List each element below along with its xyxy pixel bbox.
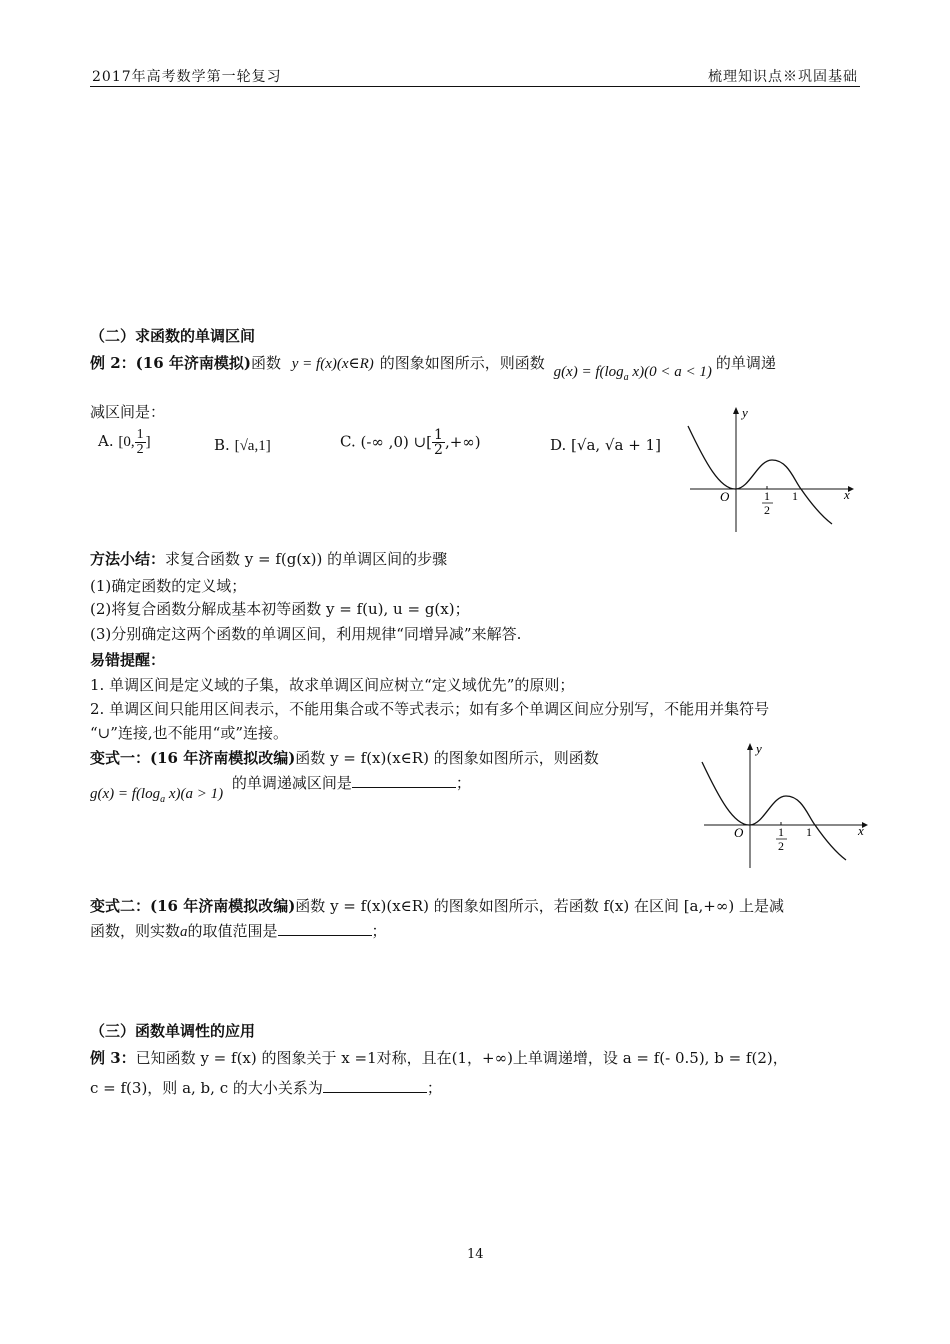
example3-text3: ；: [426, 1079, 442, 1097]
x-axis-label: x: [858, 823, 864, 838]
method-title-text: 求复合函数 y = f(g(x)) 的单调区间的步骤: [165, 550, 448, 568]
variant2-text2: 函数，则实数: [90, 922, 181, 940]
variant1-text1: 函数 y = f(x)(x∈R) 的图象如图所示，则函数: [295, 749, 599, 767]
option-c-value: (-∞ ,0) ∪[ $\frac{1}{2}$ ,+∞): [360, 427, 481, 458]
method-title-line: [90, 548, 447, 569]
example2-text3: 的单调递: [715, 354, 776, 372]
variant2-var-a: a: [180, 924, 188, 940]
variant2-line1: [90, 895, 784, 916]
example3-answer-blank[interactable]: [323, 1078, 427, 1093]
half-num-label: 1: [778, 825, 784, 839]
variant2-text1: 函数 y = f(x)(x∈R) 的图象如图所示，若函数 f(x) 在区间 [a,+∞) 上是减: [295, 897, 784, 915]
example2-text4: 减区间是：: [90, 403, 166, 421]
variant1-label: 变式一：(16 年济南模拟改编): [90, 749, 296, 767]
warning-item2b: “∪”连接,也不能用“或”连接。: [90, 724, 289, 742]
variant1-line2: [90, 772, 471, 805]
warning-item2a: 2. 单调区间只能用区间表示，不能用集合或不等式表示；如有多个单调区间应分别写，不能用并集符号: [90, 700, 770, 718]
function-graph-2: [694, 738, 874, 873]
example3-line1: [90, 1047, 788, 1068]
variant2-line2: [90, 920, 387, 941]
one-label: 1: [792, 489, 798, 503]
option-d[interactable]: [550, 436, 661, 454]
method-step2: (2)将复合函数分解成基本初等函数 y = f(u), u = g(x)；: [90, 600, 470, 618]
example2-label: 例 2：(16 年济南模拟): [90, 354, 251, 372]
function-graph-1: [680, 402, 860, 537]
example3-text1: 已知函数 y = f(x) 的图象关于 x =1对称，且在(1，+∞)上单调递增，设 a = f(- 0.5), b = f(2)，: [135, 1049, 788, 1067]
example2-line1: [90, 352, 776, 383]
one-label: 1: [806, 825, 812, 839]
option-c-label: C.: [340, 432, 356, 451]
option-b[interactable]: [214, 436, 271, 455]
example2-text1: 函数: [250, 354, 281, 372]
warning-title: 易错提醒：: [90, 651, 166, 669]
page-number: 14: [467, 1247, 484, 1262]
half-num-label: 1: [764, 489, 770, 503]
header-rule: [90, 86, 860, 87]
header-right: 梳理知识点※巩固基础: [708, 69, 858, 85]
section2-title: （二）求函数的单调区间: [90, 327, 256, 345]
variant2-text3: 的取值范围是: [187, 922, 278, 940]
example3-line2: [90, 1077, 442, 1098]
variant1-text2: 的单调递减区间是: [231, 774, 352, 792]
example3-text2: c = f(3)，则 a, b, c 的大小关系为: [90, 1079, 323, 1097]
origin-label: O: [720, 489, 730, 504]
y-axis-arrow: [747, 743, 753, 750]
variant2-answer-blank[interactable]: [278, 921, 372, 936]
curve: [702, 762, 846, 860]
warning-item1: 1. 单调区间是定义域的子集，故求单调区间应树立“定义域优先”的原则；: [90, 676, 575, 694]
example2-func-g: $g(x) = f(\log_a$ x)(0 < a < 1): [553, 364, 712, 383]
option-a-label: A.: [98, 431, 114, 450]
variant1-func-g: $g(x) = f(\log_a$ x)(a > 1): [90, 786, 224, 805]
y-axis-arrow: [733, 407, 739, 414]
half-den-label: 2: [778, 839, 784, 853]
method-step3: (3)分别确定这两个函数的单调区间，利用规律“同增异减”来解答.: [90, 625, 522, 643]
origin-label: O: [734, 825, 744, 840]
option-a[interactable]: [98, 428, 151, 457]
option-a-value: [0, $\frac{1}{2}$ ]: [118, 427, 151, 457]
example2-text2: 的图象如图所示，则函数: [379, 354, 545, 372]
half-den-label: 2: [764, 503, 770, 517]
example2-func-y: y = f(x)(x∈R): [291, 356, 374, 372]
method-title: 方法小结：: [90, 550, 166, 568]
option-c[interactable]: [340, 428, 481, 457]
variant2-text4: ；: [371, 922, 387, 940]
section3-title: （三）函数单调性的应用: [90, 1022, 256, 1040]
option-b-value: [√a,1]: [234, 438, 271, 454]
option-d-label: D.: [550, 436, 567, 454]
y-axis-label: y: [756, 741, 762, 756]
curve: [688, 426, 832, 524]
variant1-answer-blank[interactable]: [352, 773, 456, 788]
example3-label: 例 3：: [90, 1049, 136, 1067]
option-b-label: B.: [214, 436, 230, 454]
y-axis-label: y: [742, 405, 748, 420]
header-left: 2017年高考数学第一轮复习: [92, 69, 282, 85]
x-axis-label: x: [844, 487, 850, 502]
variant1-line1: [90, 747, 599, 768]
method-step1: (1)确定函数的定义域；: [90, 577, 247, 595]
variant2-label: 变式二：(16 年济南模拟改编): [90, 897, 296, 915]
variant1-text3: ；: [455, 774, 471, 792]
option-d-value: [√a, √a + 1]: [571, 436, 661, 454]
